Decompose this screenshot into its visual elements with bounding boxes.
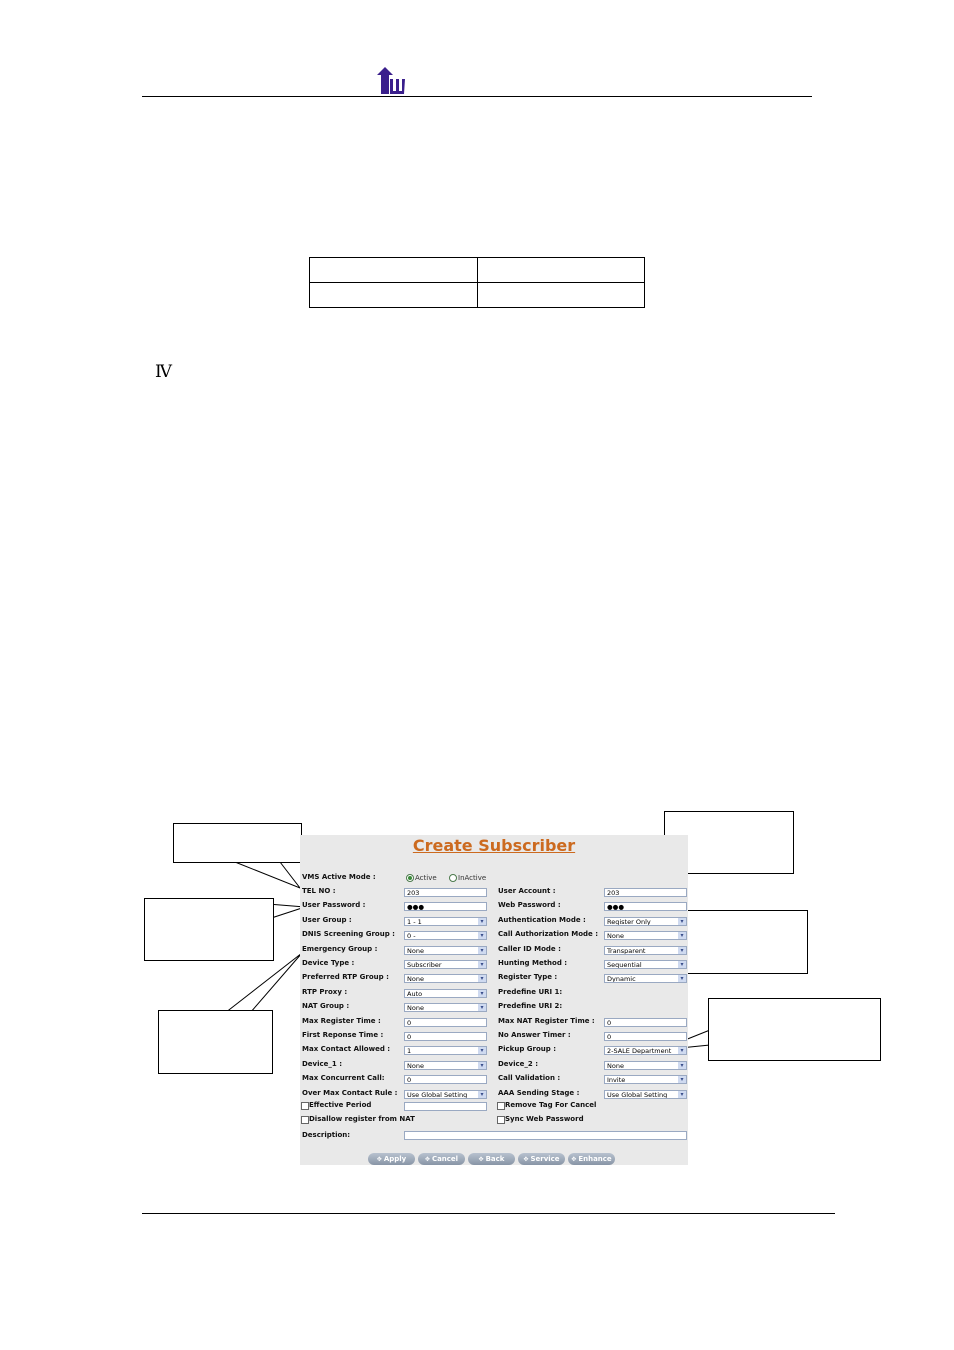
- left-row-label: Max Register Time :: [302, 1016, 381, 1025]
- sync-web-password-label: Sync Web Password: [505, 1115, 584, 1123]
- field-value: 2-SALE Department: [607, 1047, 672, 1056]
- field-value: 0: [407, 1076, 412, 1085]
- left-row-label: User Group :: [302, 915, 352, 924]
- left-row-select[interactable]: [404, 974, 487, 983]
- right-row-select[interactable]: [604, 1061, 687, 1070]
- field-value: 203: [407, 889, 420, 897]
- chevron-down-icon[interactable]: ▾: [478, 932, 486, 939]
- callout-box-5: [678, 910, 808, 974]
- right-row-label: Register Type :: [498, 973, 558, 982]
- apply-button[interactable]: ✥ Apply: [368, 1153, 415, 1165]
- right-row-label: User Account :: [498, 887, 556, 895]
- chevron-down-icon[interactable]: ▾: [678, 932, 686, 939]
- field-value: 0: [607, 1018, 612, 1027]
- left-row-select[interactable]: [404, 1046, 487, 1055]
- radio-active[interactable]: [406, 874, 414, 882]
- description-label: Description:: [302, 1131, 351, 1139]
- chevron-down-icon[interactable]: ▾: [678, 1076, 686, 1083]
- back-button[interactable]: ✥ Back: [468, 1153, 515, 1165]
- chevron-down-icon[interactable]: ▾: [478, 947, 486, 954]
- left-row-input[interactable]: [404, 902, 487, 911]
- chevron-down-icon[interactable]: ▾: [678, 918, 686, 925]
- radio-inactive[interactable]: [449, 874, 457, 882]
- right-row-select[interactable]: [604, 1090, 687, 1099]
- left-row-select[interactable]: [404, 931, 487, 940]
- service-button[interactable]: ✥ Service: [518, 1153, 565, 1165]
- callout-box-6: [708, 998, 881, 1061]
- right-row-input[interactable]: [604, 1032, 687, 1041]
- right-row-input[interactable]: [604, 888, 687, 897]
- chevron-down-icon[interactable]: ▾: [478, 975, 486, 982]
- right-row-label: Pickup Group :: [498, 1045, 557, 1054]
- field-value: Invite: [607, 1076, 626, 1085]
- left-row-label: User Password :: [302, 901, 366, 910]
- left-row-select[interactable]: [404, 917, 487, 926]
- field-value: Use Global Setting: [607, 1090, 668, 1099]
- description-field[interactable]: [404, 1131, 687, 1140]
- chevron-down-icon[interactable]: ▾: [678, 961, 686, 968]
- left-row-select[interactable]: [404, 1061, 487, 1070]
- left-row-select[interactable]: [404, 1090, 487, 1099]
- create-subscriber-screenshot: [300, 835, 688, 1165]
- section-numeral: Ⅳ: [155, 362, 172, 382]
- field-value: None: [407, 1061, 424, 1070]
- field-value: ●●●: [407, 903, 425, 912]
- chevron-down-icon[interactable]: ▾: [478, 1091, 486, 1098]
- left-row-select[interactable]: [404, 1003, 487, 1012]
- field-value: 0 -: [407, 932, 416, 941]
- right-row-label: Caller ID Mode :: [498, 944, 561, 953]
- field-value: 0: [407, 1018, 412, 1027]
- right-row-label: Authentication Mode :: [498, 915, 586, 924]
- apply-icon: ✥: [376, 1156, 382, 1163]
- chevron-down-icon[interactable]: ▾: [478, 961, 486, 968]
- chevron-down-icon[interactable]: ▾: [678, 947, 686, 954]
- field-value: Subscriber: [407, 961, 442, 969]
- vms-active-mode-label: VMS Active Mode :: [302, 873, 376, 881]
- right-row-label: Hunting Method :: [498, 959, 568, 967]
- left-row-label: TEL NO :: [302, 887, 336, 895]
- right-row-label: Predefine URI 1:: [498, 987, 563, 996]
- field-value: None: [407, 946, 424, 955]
- right-row-select[interactable]: [604, 946, 687, 955]
- right-row-label: Device_2 :: [498, 1059, 539, 1068]
- disallow-nat-checkbox[interactable]: [301, 1116, 309, 1124]
- left-row-label: DNIS Screening Group :: [302, 930, 395, 939]
- left-row-label: Emergency Group :: [302, 944, 378, 953]
- left-row-input[interactable]: [404, 1075, 487, 1084]
- chevron-down-icon[interactable]: ▾: [678, 1062, 686, 1069]
- right-row-label: Web Password :: [498, 901, 561, 910]
- right-row-select[interactable]: [604, 917, 687, 926]
- field-value: Register Only: [607, 917, 651, 926]
- right-row-select[interactable]: [604, 974, 687, 983]
- radio-inactive-label: InActive: [458, 874, 487, 882]
- footer-rule: [142, 1213, 835, 1214]
- field-value: Sequential: [607, 961, 642, 969]
- sync-web-password-checkbox[interactable]: [497, 1116, 505, 1124]
- field-value: 1 - 1: [407, 917, 422, 926]
- field-value: 0: [407, 1033, 412, 1041]
- right-row-input[interactable]: [604, 902, 687, 911]
- remove-tag-label: Remove Tag For Cancel: [505, 1101, 597, 1109]
- cancel-icon: ✥: [424, 1156, 430, 1163]
- left-row-label: First Reponse Time :: [302, 1031, 384, 1039]
- right-row-select[interactable]: [604, 1075, 687, 1084]
- chevron-down-icon[interactable]: ▾: [478, 918, 486, 925]
- left-row-label: NAT Group :: [302, 1002, 350, 1011]
- right-row-label: Predefine URI 2:: [498, 1002, 563, 1011]
- callout-box-3: [158, 1010, 273, 1074]
- service-icon: ✥: [523, 1156, 529, 1163]
- right-row-select[interactable]: [604, 931, 687, 940]
- chevron-down-icon[interactable]: ▾: [478, 1062, 486, 1069]
- radio-active-label: Active: [415, 874, 437, 882]
- field-value: 203: [607, 889, 620, 897]
- field-value: ●●●: [607, 903, 625, 912]
- left-row-input[interactable]: [404, 888, 487, 897]
- left-row-label: Device_1 :: [302, 1059, 343, 1068]
- callout-box-1: [173, 823, 302, 863]
- right-row-label: No Answer Timer :: [498, 1031, 571, 1039]
- field-value: None: [607, 932, 624, 941]
- right-row-input[interactable]: [604, 1018, 687, 1027]
- right-row-label: Max NAT Register Time :: [498, 1016, 595, 1025]
- disallow-nat-label: Disallow register from NAT: [309, 1115, 415, 1123]
- field-value: None: [607, 1061, 624, 1070]
- field-value: Use Global Setting: [407, 1090, 468, 1099]
- left-row-label: Preferred RTP Group :: [302, 973, 389, 982]
- field-value: Transparent: [607, 946, 646, 955]
- chevron-down-icon[interactable]: ▾: [678, 975, 686, 982]
- chevron-down-icon[interactable]: ▾: [678, 1047, 686, 1054]
- remove-tag-checkbox[interactable]: [497, 1102, 505, 1110]
- left-row-label: Max Concurrent Call:: [302, 1074, 385, 1083]
- right-row-select[interactable]: [604, 960, 687, 969]
- left-row-select[interactable]: [404, 946, 487, 955]
- left-row-input[interactable]: [404, 1032, 487, 1041]
- form-title: Create Subscriber: [412, 836, 576, 855]
- callout-box-2: [144, 898, 274, 961]
- field-value: 0: [607, 1033, 612, 1041]
- right-row-label: AAA Sending Stage :: [498, 1088, 580, 1097]
- left-row-label: Device Type :: [302, 959, 355, 967]
- right-row-select[interactable]: [604, 1046, 687, 1055]
- left-row-label: RTP Proxy :: [302, 987, 348, 996]
- field-value: None: [407, 1004, 424, 1013]
- left-row-select[interactable]: [404, 960, 487, 969]
- right-row-label: Call Validation :: [498, 1074, 561, 1083]
- enhance-button[interactable]: ✥ Enhance: [568, 1153, 615, 1165]
- effective-period-label: Effective Period: [309, 1101, 372, 1109]
- left-row-label: Max Contact Allowed :: [302, 1045, 391, 1054]
- chevron-down-icon[interactable]: ▾: [478, 990, 486, 997]
- field-value: Dynamic: [607, 975, 636, 984]
- field-value: None: [407, 975, 424, 984]
- chevron-down-icon[interactable]: ▾: [478, 1004, 486, 1011]
- cancel-button[interactable]: ✥ Cancel: [418, 1153, 465, 1165]
- enhance-icon: ✥: [571, 1156, 577, 1163]
- field-value: 1: [407, 1047, 412, 1056]
- left-row-input[interactable]: [404, 1018, 487, 1027]
- effective-period-field[interactable]: [404, 1102, 487, 1111]
- chevron-down-icon[interactable]: ▾: [678, 1091, 686, 1098]
- right-row-label: Call Authorization Mode :: [498, 930, 599, 939]
- back-icon: ✥: [478, 1156, 484, 1163]
- chevron-down-icon[interactable]: ▾: [478, 1047, 486, 1054]
- left-row-select[interactable]: [404, 989, 487, 998]
- effective-period-checkbox[interactable]: [301, 1102, 309, 1110]
- left-row-label: Over Max Contact Rule :: [302, 1088, 398, 1097]
- field-value: Auto: [407, 989, 423, 998]
